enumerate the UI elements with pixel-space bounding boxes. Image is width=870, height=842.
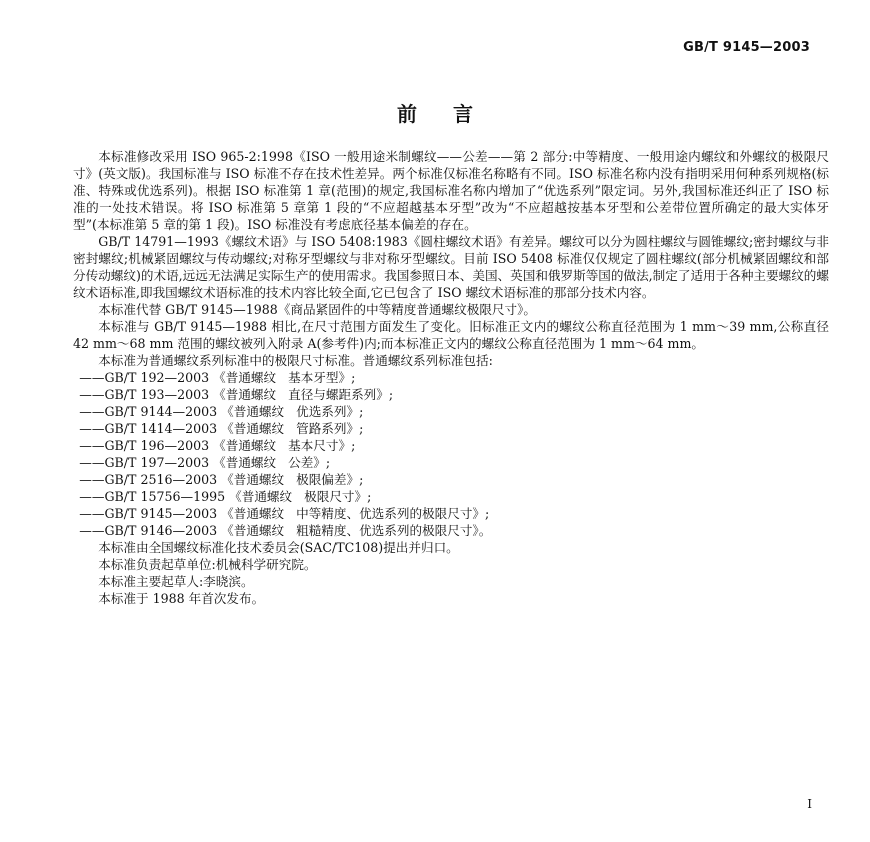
page-number: I [807,797,812,811]
paragraph: 本标准代替 GB/T 9145—1988《商品紧固件的中等精度普通螺纹极限尺寸》。 [98,302,536,317]
paragraph: 本标准主要起草人:李晓滨。 [98,574,254,589]
list-item: ——GB/T 9145—2003 《普通螺纹 中等精度、优选系列的极限尺寸》; [79,506,490,521]
list-item: ——GB/T 192—2003 《普通螺纹 基本牙型》; [79,370,356,385]
page-title: 前言 [397,102,509,126]
paragraph: GB/T 14791—1993《螺纹术语》与 ISO 5408:1983《圆柱螺纹术语》有差异。螺纹可以分为圆柱螺纹与圆锥螺纹;密封螺纹与非密封螺纹;机械紧固螺纹与传动螺纹;对称牙型螺纹与非对称牙型螺纹。目前 ISO 5408 标准仅仅规定了圆柱螺纹(部分机械紧固螺纹和部分传动螺纹)的术语,远远无法满足实际生产的使用需求。我国参照日本、美国、英国和俄罗斯等国的做法,制定了适用于各种主要螺纹的螺纹术语标准,即我国螺纹术语标准的技术内容比较全面,它已包含了 ISO 螺纹术语标准的那部分技术内容。 [73,234,829,300]
standards-list [73,369,829,539]
list-item: ——GB/T 196—2003 《普通螺纹 基本尺寸》; [79,438,356,453]
foreword-body [73,148,829,607]
list-item: ——GB/T 1414—2003 《普通螺纹 管路系列》; [79,421,364,436]
list-item: ——GB/T 15756—1995 《普通螺纹 极限尺寸》; [79,489,372,504]
list-item: ——GB/T 2516—2003 《普通螺纹 极限偏差》; [79,472,364,487]
paragraph: 本标准负责起草单位:机械科学研究院。 [98,557,317,572]
list-item: ——GB/T 193—2003 《普通螺纹 直径与螺距系列》; [79,387,394,402]
standard-code: GB/T 9145—2003 [683,40,810,55]
list-item: ——GB/T 9146—2003 《普通螺纹 粗糙精度、优选系列的极限尺寸》。 [79,523,492,538]
paragraph: 本标准为普通螺纹系列标准中的极限尺寸标准。普通螺纹系列标准包括: [98,353,493,368]
paragraph: 本标准与 GB/T 9145—1988 相比,在尺寸范围方面发生了变化。旧标准正文内的螺纹公称直径范围为 1 mm～39 mm,公称直径 42 mm～68 mm 范围的螺纹被列入附录 A(参考件)内;而本标准正文内的螺纹公称直径范围为 1 mm～64 mm。 [73,319,829,351]
paragraph: 本标准修改采用 ISO 965-2:1998《ISO 一般用途米制螺纹——公差——第 2 部分:中等精度、一般用途内螺纹和外螺纹的极限尺寸》(英文版)。我国标准与 ISO 标准不存在技术性差异。两个标准仅标准名称略有不同。ISO 标准名称内没有指明采用何种系列规格(标准、特殊或优选系列)。根据 ISO 标准第 1 章(范围)的规定,我国标准名称内增加了“优选系列”限定词。另外,我国标准还纠正了 ISO 标准的一处技术错误。将 ISO 标准第 5 章第 1 段的“不应超越基本牙型”改为“不应超越按基本牙型和公差带位置所确定的最大实体牙型”(本标准第 5 章的第 1 段)。ISO 标准没有考虑底径基本偏差的存在。 [73,149,829,232]
list-item: ——GB/T 197—2003 《普通螺纹 公差》; [79,455,331,470]
list-item: ——GB/T 9144—2003 《普通螺纹 优选系列》; [79,404,364,419]
paragraph: 本标准于 1988 年首次发布。 [98,591,265,606]
paragraph: 本标准由全国螺纹标准化技术委员会(SAC/TC108)提出并归口。 [98,540,459,555]
